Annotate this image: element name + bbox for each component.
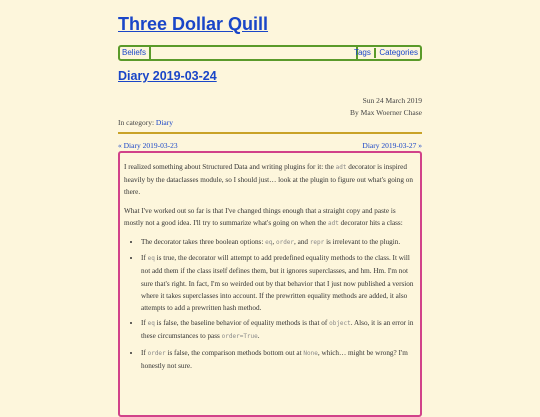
previous-post-link[interactable]: « Diary 2019-03-23 xyxy=(118,141,178,150)
text: , xyxy=(272,238,276,247)
inline-code: order=True xyxy=(221,333,258,341)
list-item xyxy=(141,252,414,314)
list-item xyxy=(141,236,414,249)
text: decorator hits a class: xyxy=(338,218,403,227)
text: I realized something about Structured Data and writing plugins for it: the xyxy=(124,163,336,171)
inline-code: eq xyxy=(147,320,155,328)
inline-code: order xyxy=(275,239,295,247)
inline-code: adt xyxy=(328,219,339,227)
inline-code: eq xyxy=(147,255,155,263)
post-meta xyxy=(350,95,422,119)
bullet-list xyxy=(124,236,414,372)
site-nav-bar xyxy=(118,45,422,61)
nav-tags-link[interactable]: Tags xyxy=(353,48,371,57)
text: If xyxy=(141,348,148,357)
nav-divider xyxy=(149,47,151,59)
text: . xyxy=(257,332,260,341)
text: is false, the baseline behavior of equality methods is that of xyxy=(154,319,330,328)
paragraph xyxy=(124,161,414,199)
inline-code: None xyxy=(303,349,318,357)
text: The decorator takes three boolean options: xyxy=(141,238,266,247)
text: , and xyxy=(294,238,310,247)
text: . Also, it is an error in these circumstances to pass xyxy=(141,319,414,341)
list-item xyxy=(141,347,414,372)
text: If xyxy=(141,319,148,328)
next-post-link[interactable]: Diary 2019-03-27 » xyxy=(362,141,422,150)
paragraph xyxy=(124,205,414,230)
inline-code: adt xyxy=(335,164,347,171)
text: What I've worked out so far is that I've changed things enough that a straight copy and paste is mostly not a good idea. I'll try to summarize what's going on when the xyxy=(124,206,396,227)
nav-categories-link[interactable]: Categories xyxy=(379,48,418,57)
post-date: Sun 24 March 2019 xyxy=(362,96,422,105)
text: is true, the decorator will attempt to add predefined equality methods to the class. It will not add them if the class itself defines them, but it ignores superclasses, and hm. Hm. I'm not sure that's right. In fact, I'm so weirded out by that behavior that I just now published a version where it takes superclasses into account. If the prewritten equality methods are added, it also attempts to add a prewritten hash method. xyxy=(141,254,414,313)
nav-separator xyxy=(374,48,376,58)
post-title-link[interactable]: Diary 2019-03-24 xyxy=(118,69,217,83)
list-item xyxy=(141,317,414,343)
text: is false, the comparison methods bottom out at xyxy=(165,348,304,357)
inline-code: repr xyxy=(309,239,325,247)
post-content xyxy=(118,151,422,417)
inline-code: object xyxy=(329,320,351,328)
site-title-link[interactable]: Three Dollar Quill xyxy=(118,14,269,34)
inline-code: order xyxy=(147,349,166,357)
divider xyxy=(118,132,422,134)
text: decorator is inspired heavily by the dataclasses module, so I should just… look at the plugin to figure out what's going on there. xyxy=(124,163,413,197)
text: is irrelevant to the plugin. xyxy=(324,238,401,247)
inline-code: eq xyxy=(265,239,273,247)
text: , which… might be wrong? I'm honestly not sure. xyxy=(141,348,408,370)
post-category xyxy=(118,118,173,127)
text: If xyxy=(141,254,148,263)
nav-beliefs-link[interactable]: Beliefs xyxy=(122,48,147,57)
nav-right-links xyxy=(354,47,418,59)
post-author: By Max Woerner Chase xyxy=(350,108,422,117)
category-link[interactable]: Diary xyxy=(155,118,173,127)
category-prefix: In category: xyxy=(118,118,156,127)
